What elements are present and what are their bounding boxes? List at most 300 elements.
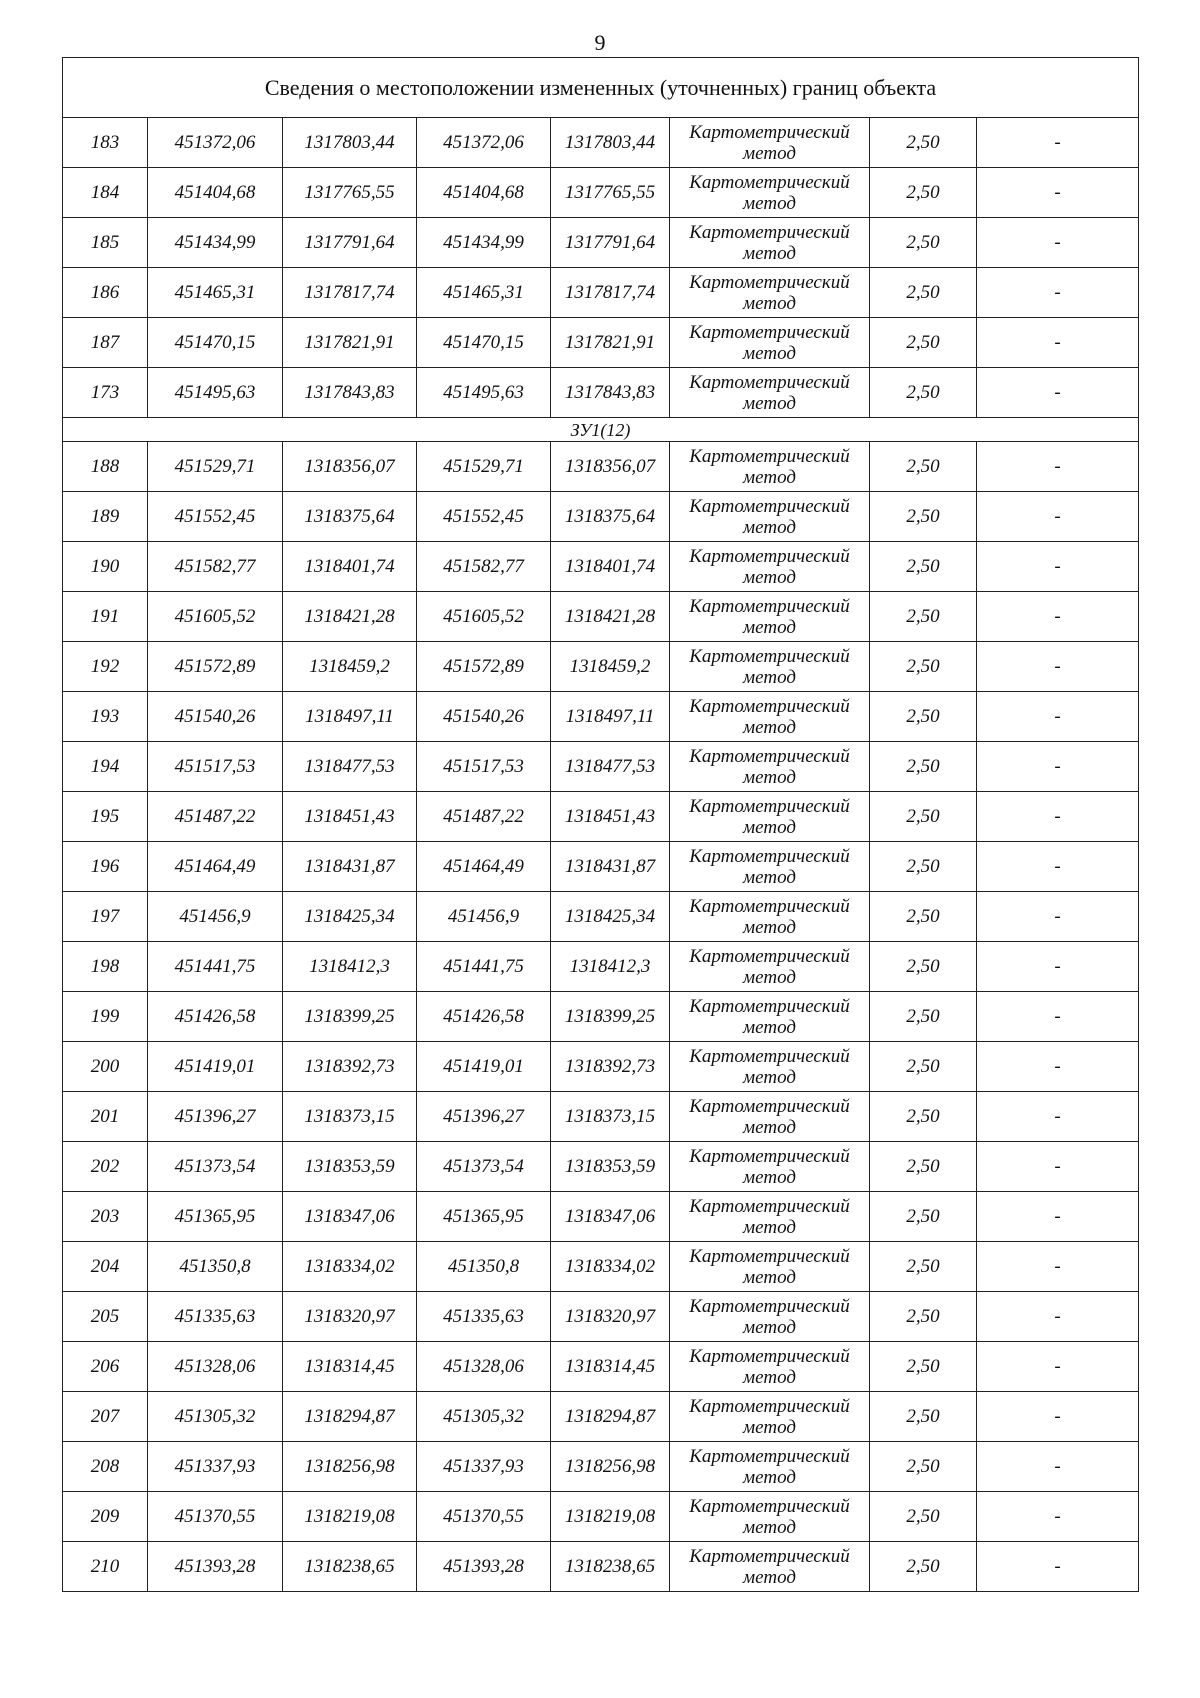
- method-line-1: Картометрический: [689, 371, 850, 393]
- method-cell: [670, 542, 870, 592]
- method-line-1: Картометрический: [689, 795, 850, 817]
- method-cell: [670, 792, 870, 842]
- point-number-cell: 189: [63, 492, 148, 542]
- method-line-2: метод: [743, 516, 796, 538]
- method-cell: [670, 1192, 870, 1242]
- method-cell: [670, 742, 870, 792]
- y-existing-cell: 1318477,53: [283, 742, 417, 792]
- y-new-cell: 1318347,06: [551, 1192, 670, 1242]
- table-row: [63, 442, 1139, 492]
- note-cell: -: [977, 492, 1139, 542]
- note-cell: -: [977, 118, 1139, 168]
- accuracy-cell: 2,50: [870, 942, 977, 992]
- y-new-cell: 1318431,87: [551, 842, 670, 892]
- method-line-1: Картометрический: [689, 1095, 850, 1117]
- point-number-cell: 195: [63, 792, 148, 842]
- point-number-cell: 199: [63, 992, 148, 1042]
- table-row: [63, 168, 1139, 218]
- y-new-cell: 1318412,3: [551, 942, 670, 992]
- note-cell: -: [977, 368, 1139, 418]
- method-cell: [670, 642, 870, 692]
- x-new-cell: 451370,55: [417, 1492, 551, 1542]
- method-line-1: Картометрический: [689, 221, 850, 243]
- accuracy-cell: 2,50: [870, 842, 977, 892]
- x-new-cell: 451365,95: [417, 1192, 551, 1242]
- y-new-cell: 1318401,74: [551, 542, 670, 592]
- x-existing-cell: 451372,06: [148, 118, 283, 168]
- accuracy-cell: 2,50: [870, 542, 977, 592]
- x-new-cell: 451393,28: [417, 1542, 551, 1592]
- method-line-1: Картометрический: [689, 1195, 850, 1217]
- accuracy-cell: 2,50: [870, 742, 977, 792]
- page-number: 9: [594, 30, 606, 55]
- note-cell: -: [977, 542, 1139, 592]
- x-existing-cell: 451419,01: [148, 1042, 283, 1092]
- method-cell: [670, 268, 870, 318]
- method-cell: [670, 1442, 870, 1492]
- method-cell: [670, 1292, 870, 1342]
- x-existing-cell: 451495,63: [148, 368, 283, 418]
- y-new-cell: 1318451,43: [551, 792, 670, 842]
- note-cell: -: [977, 318, 1139, 368]
- y-existing-cell: 1318421,28: [283, 592, 417, 642]
- x-existing-cell: 451373,54: [148, 1142, 283, 1192]
- y-existing-cell: 1317791,64: [283, 218, 417, 268]
- note-cell: -: [977, 1442, 1139, 1492]
- accuracy-cell: 2,50: [870, 1542, 977, 1592]
- table-row: [63, 892, 1139, 942]
- accuracy-cell: 2,50: [870, 368, 977, 418]
- note-cell: -: [977, 642, 1139, 692]
- accuracy-cell: 2,50: [870, 1292, 977, 1342]
- x-new-cell: 451441,75: [417, 942, 551, 992]
- y-new-cell: 1318497,11: [551, 692, 670, 742]
- y-existing-cell: 1317765,55: [283, 168, 417, 218]
- note-cell: -: [977, 1542, 1139, 1592]
- x-existing-cell: 451465,31: [148, 268, 283, 318]
- accuracy-cell: 2,50: [870, 792, 977, 842]
- y-existing-cell: 1318401,74: [283, 542, 417, 592]
- x-existing-cell: 451456,9: [148, 892, 283, 942]
- accuracy-cell: 2,50: [870, 592, 977, 642]
- x-existing-cell: 451552,45: [148, 492, 283, 542]
- method-line-2: метод: [743, 616, 796, 638]
- x-existing-cell: 451365,95: [148, 1192, 283, 1242]
- y-new-cell: 1318399,25: [551, 992, 670, 1042]
- method-line-2: метод: [743, 1566, 796, 1588]
- method-line-2: метод: [743, 666, 796, 688]
- method-cell: [670, 1342, 870, 1392]
- note-cell: -: [977, 1342, 1139, 1392]
- method-cell: [670, 1242, 870, 1292]
- accuracy-cell: 2,50: [870, 1442, 977, 1492]
- table-row: [63, 942, 1139, 992]
- method-cell: [670, 492, 870, 542]
- y-existing-cell: 1318356,07: [283, 442, 417, 492]
- method-line-1: Картометрический: [689, 271, 850, 293]
- method-line-2: метод: [743, 1166, 796, 1188]
- method-line-2: метод: [743, 1316, 796, 1338]
- note-cell: -: [977, 168, 1139, 218]
- y-existing-cell: 1318320,97: [283, 1292, 417, 1342]
- method-cell: [670, 368, 870, 418]
- method-line-2: метод: [743, 392, 796, 414]
- accuracy-cell: 2,50: [870, 268, 977, 318]
- method-line-2: метод: [743, 816, 796, 838]
- note-cell: -: [977, 592, 1139, 642]
- table-title: Сведения о местоположении измененных (уточненных) границ объекта: [63, 58, 1139, 118]
- table-row: [63, 1342, 1139, 1392]
- point-number-cell: 201: [63, 1092, 148, 1142]
- y-existing-cell: 1318238,65: [283, 1542, 417, 1592]
- point-number-cell: 207: [63, 1392, 148, 1442]
- method-line-2: метод: [743, 1016, 796, 1038]
- method-cell: [670, 942, 870, 992]
- method-line-2: метод: [743, 1366, 796, 1388]
- method-line-1: Картометрический: [689, 995, 850, 1017]
- point-number-cell: 209: [63, 1492, 148, 1542]
- method-cell: [670, 118, 870, 168]
- method-line-1: Картометрический: [689, 1145, 850, 1167]
- point-number-cell: 184: [63, 168, 148, 218]
- y-new-cell: 1318334,02: [551, 1242, 670, 1292]
- table-row: [63, 1142, 1139, 1192]
- table-row: [63, 1192, 1139, 1242]
- coordinates-table: [62, 57, 1139, 1592]
- x-existing-cell: 451305,32: [148, 1392, 283, 1442]
- note-cell: -: [977, 992, 1139, 1042]
- y-existing-cell: 1318431,87: [283, 842, 417, 892]
- method-line-1: Картометрический: [689, 745, 850, 767]
- accuracy-cell: 2,50: [870, 1192, 977, 1242]
- point-number-cell: 190: [63, 542, 148, 592]
- method-cell: [670, 592, 870, 642]
- method-line-1: Картометрический: [689, 695, 850, 717]
- x-existing-cell: 451393,28: [148, 1542, 283, 1592]
- y-existing-cell: 1318256,98: [283, 1442, 417, 1492]
- accuracy-cell: 2,50: [870, 492, 977, 542]
- y-new-cell: 1318425,34: [551, 892, 670, 942]
- point-number-cell: 203: [63, 1192, 148, 1242]
- y-existing-cell: 1318375,64: [283, 492, 417, 542]
- note-cell: -: [977, 1492, 1139, 1542]
- accuracy-cell: 2,50: [870, 1392, 977, 1442]
- x-new-cell: 451337,93: [417, 1442, 551, 1492]
- method-cell: [670, 318, 870, 368]
- y-new-cell: 1318320,97: [551, 1292, 670, 1342]
- y-existing-cell: 1318425,34: [283, 892, 417, 942]
- method-line-2: метод: [743, 1066, 796, 1088]
- x-new-cell: 451517,53: [417, 742, 551, 792]
- note-cell: -: [977, 692, 1139, 742]
- method-line-2: метод: [743, 466, 796, 488]
- x-new-cell: 451529,71: [417, 442, 551, 492]
- x-new-cell: 451540,26: [417, 692, 551, 742]
- point-number-cell: 208: [63, 1442, 148, 1492]
- method-line-1: Картометрический: [689, 445, 850, 467]
- y-existing-cell: 1318294,87: [283, 1392, 417, 1442]
- accuracy-cell: 2,50: [870, 892, 977, 942]
- x-new-cell: 451426,58: [417, 992, 551, 1042]
- x-existing-cell: 451517,53: [148, 742, 283, 792]
- x-existing-cell: 451572,89: [148, 642, 283, 692]
- table-row: [63, 592, 1139, 642]
- x-new-cell: 451373,54: [417, 1142, 551, 1192]
- method-line-1: Картометрический: [689, 845, 850, 867]
- method-cell: [670, 1542, 870, 1592]
- table-row: [63, 318, 1139, 368]
- x-new-cell: 451605,52: [417, 592, 551, 642]
- y-existing-cell: 1318459,2: [283, 642, 417, 692]
- y-new-cell: 1318375,64: [551, 492, 670, 542]
- y-new-cell: 1317821,91: [551, 318, 670, 368]
- accuracy-cell: 2,50: [870, 1492, 977, 1542]
- method-line-1: Картометрический: [689, 321, 850, 343]
- table-row: [63, 742, 1139, 792]
- method-line-1: Картометрический: [689, 945, 850, 967]
- point-number-cell: 196: [63, 842, 148, 892]
- method-line-1: Картометрический: [689, 171, 850, 193]
- point-number-cell: 191: [63, 592, 148, 642]
- method-line-1: Картометрический: [689, 545, 850, 567]
- table-row: [63, 1042, 1139, 1092]
- point-number-cell: 188: [63, 442, 148, 492]
- y-existing-cell: 1317821,91: [283, 318, 417, 368]
- note-cell: -: [977, 1092, 1139, 1142]
- table-row: [63, 1092, 1139, 1142]
- x-new-cell: 451456,9: [417, 892, 551, 942]
- accuracy-cell: 2,50: [870, 168, 977, 218]
- x-existing-cell: 451441,75: [148, 942, 283, 992]
- table-title-row: [63, 58, 1139, 118]
- accuracy-cell: 2,50: [870, 218, 977, 268]
- table-row: [63, 218, 1139, 268]
- x-existing-cell: 451434,99: [148, 218, 283, 268]
- y-existing-cell: 1318399,25: [283, 992, 417, 1042]
- accuracy-cell: 2,50: [870, 318, 977, 368]
- point-number-cell: 197: [63, 892, 148, 942]
- x-new-cell: 451552,45: [417, 492, 551, 542]
- x-existing-cell: 451470,15: [148, 318, 283, 368]
- x-existing-cell: 451582,77: [148, 542, 283, 592]
- table-row: [63, 692, 1139, 742]
- note-cell: -: [977, 1142, 1139, 1192]
- accuracy-cell: 2,50: [870, 992, 977, 1042]
- table-row: [63, 842, 1139, 892]
- y-new-cell: 1317843,83: [551, 368, 670, 418]
- table-row: [63, 118, 1139, 168]
- point-number-cell: 210: [63, 1542, 148, 1592]
- y-existing-cell: 1318347,06: [283, 1192, 417, 1242]
- table-row: [63, 492, 1139, 542]
- y-new-cell: 1318459,2: [551, 642, 670, 692]
- table-row: [63, 1492, 1139, 1542]
- y-existing-cell: 1318219,08: [283, 1492, 417, 1542]
- note-cell: -: [977, 218, 1139, 268]
- method-line-2: метод: [743, 916, 796, 938]
- y-new-cell: 1317817,74: [551, 268, 670, 318]
- y-existing-cell: 1317817,74: [283, 268, 417, 318]
- accuracy-cell: 2,50: [870, 1042, 977, 1092]
- method-line-1: Картометрический: [689, 121, 850, 143]
- x-new-cell: 451335,63: [417, 1292, 551, 1342]
- accuracy-cell: 2,50: [870, 1142, 977, 1192]
- note-cell: -: [977, 842, 1139, 892]
- accuracy-cell: 2,50: [870, 1342, 977, 1392]
- method-line-2: метод: [743, 1466, 796, 1488]
- method-cell: [670, 1042, 870, 1092]
- y-new-cell: 1318477,53: [551, 742, 670, 792]
- method-line-1: Картометрический: [689, 1245, 850, 1267]
- x-new-cell: 451465,31: [417, 268, 551, 318]
- point-number-cell: 202: [63, 1142, 148, 1192]
- method-line-1: Картометрический: [689, 1445, 850, 1467]
- table-row: [63, 992, 1139, 1042]
- point-number-cell: 206: [63, 1342, 148, 1392]
- method-line-1: Картометрический: [689, 1295, 850, 1317]
- table-row: [63, 792, 1139, 842]
- y-new-cell: 1317791,64: [551, 218, 670, 268]
- x-new-cell: 451404,68: [417, 168, 551, 218]
- y-existing-cell: 1318373,15: [283, 1092, 417, 1142]
- point-number-cell: 198: [63, 942, 148, 992]
- accuracy-cell: 2,50: [870, 692, 977, 742]
- point-number-cell: 186: [63, 268, 148, 318]
- x-existing-cell: 451337,93: [148, 1442, 283, 1492]
- note-cell: -: [977, 1242, 1139, 1292]
- point-number-cell: 193: [63, 692, 148, 742]
- y-new-cell: 1318353,59: [551, 1142, 670, 1192]
- y-new-cell: 1318314,45: [551, 1342, 670, 1392]
- method-line-2: метод: [743, 766, 796, 788]
- y-new-cell: 1318421,28: [551, 592, 670, 642]
- x-new-cell: 451419,01: [417, 1042, 551, 1092]
- method-line-2: метод: [743, 292, 796, 314]
- method-line-1: Картометрический: [689, 645, 850, 667]
- x-existing-cell: 451335,63: [148, 1292, 283, 1342]
- table-row: [63, 1542, 1139, 1592]
- method-cell: [670, 218, 870, 268]
- note-cell: -: [977, 892, 1139, 942]
- x-new-cell: 451350,8: [417, 1242, 551, 1292]
- y-existing-cell: 1318451,43: [283, 792, 417, 842]
- note-cell: -: [977, 1392, 1139, 1442]
- method-line-2: метод: [743, 1266, 796, 1288]
- table-row: [63, 268, 1139, 318]
- table-row: [63, 1292, 1139, 1342]
- point-number-cell: 183: [63, 118, 148, 168]
- point-number-cell: 185: [63, 218, 148, 268]
- table-row: [63, 1242, 1139, 1292]
- method-cell: [670, 842, 870, 892]
- section-label: ЗУ1(12): [63, 418, 1139, 442]
- y-existing-cell: 1318334,02: [283, 1242, 417, 1292]
- x-new-cell: 451372,06: [417, 118, 551, 168]
- x-new-cell: 451495,63: [417, 368, 551, 418]
- method-line-2: метод: [743, 192, 796, 214]
- y-new-cell: 1318356,07: [551, 442, 670, 492]
- method-line-1: Картометрический: [689, 595, 850, 617]
- note-cell: -: [977, 742, 1139, 792]
- x-existing-cell: 451370,55: [148, 1492, 283, 1542]
- note-cell: -: [977, 792, 1139, 842]
- point-number-cell: 200: [63, 1042, 148, 1092]
- point-number-cell: 192: [63, 642, 148, 692]
- accuracy-cell: 2,50: [870, 1092, 977, 1142]
- method-cell: [670, 442, 870, 492]
- x-existing-cell: 451464,49: [148, 842, 283, 892]
- method-line-1: Картометрический: [689, 1345, 850, 1367]
- method-cell: [670, 1142, 870, 1192]
- note-cell: -: [977, 1292, 1139, 1342]
- y-new-cell: 1318256,98: [551, 1442, 670, 1492]
- y-new-cell: 1318238,65: [551, 1542, 670, 1592]
- x-new-cell: 451305,32: [417, 1392, 551, 1442]
- method-line-2: метод: [743, 242, 796, 264]
- accuracy-cell: 2,50: [870, 442, 977, 492]
- note-cell: -: [977, 442, 1139, 492]
- y-new-cell: 1317803,44: [551, 118, 670, 168]
- point-number-cell: 204: [63, 1242, 148, 1292]
- x-existing-cell: 451605,52: [148, 592, 283, 642]
- method-line-1: Картометрический: [689, 895, 850, 917]
- method-line-1: Картометрический: [689, 495, 850, 517]
- accuracy-cell: 2,50: [870, 1242, 977, 1292]
- method-cell: [670, 1492, 870, 1542]
- table-body: [63, 58, 1139, 1592]
- method-line-2: метод: [743, 1216, 796, 1238]
- method-line-1: Картометрический: [689, 1545, 850, 1567]
- method-line-1: Картометрический: [689, 1495, 850, 1517]
- x-existing-cell: 451404,68: [148, 168, 283, 218]
- x-existing-cell: 451426,58: [148, 992, 283, 1042]
- section-row: [63, 418, 1139, 442]
- x-existing-cell: 451328,06: [148, 1342, 283, 1392]
- method-line-2: метод: [743, 866, 796, 888]
- note-cell: -: [977, 942, 1139, 992]
- method-line-2: метод: [743, 566, 796, 588]
- table-row: [63, 642, 1139, 692]
- point-number-cell: 187: [63, 318, 148, 368]
- table-row: [63, 542, 1139, 592]
- method-line-2: метод: [743, 1116, 796, 1138]
- point-number-cell: 194: [63, 742, 148, 792]
- x-existing-cell: 451396,27: [148, 1092, 283, 1142]
- x-new-cell: 451434,99: [417, 218, 551, 268]
- method-cell: [670, 1092, 870, 1142]
- method-cell: [670, 892, 870, 942]
- method-line-2: метод: [743, 966, 796, 988]
- y-existing-cell: 1318412,3: [283, 942, 417, 992]
- accuracy-cell: 2,50: [870, 642, 977, 692]
- y-new-cell: 1318373,15: [551, 1092, 670, 1142]
- method-line-1: Картометрический: [689, 1395, 850, 1417]
- x-existing-cell: 451487,22: [148, 792, 283, 842]
- y-existing-cell: 1318314,45: [283, 1342, 417, 1392]
- y-new-cell: 1318294,87: [551, 1392, 670, 1442]
- method-line-2: метод: [743, 1416, 796, 1438]
- method-line-1: Картометрический: [689, 1045, 850, 1067]
- point-number-cell: 173: [63, 368, 148, 418]
- y-existing-cell: 1317803,44: [283, 118, 417, 168]
- note-cell: -: [977, 1192, 1139, 1242]
- table-row: [63, 1392, 1139, 1442]
- accuracy-cell: 2,50: [870, 118, 977, 168]
- x-new-cell: 451396,27: [417, 1092, 551, 1142]
- method-line-2: метод: [743, 342, 796, 364]
- note-cell: -: [977, 268, 1139, 318]
- method-line-2: метод: [743, 142, 796, 164]
